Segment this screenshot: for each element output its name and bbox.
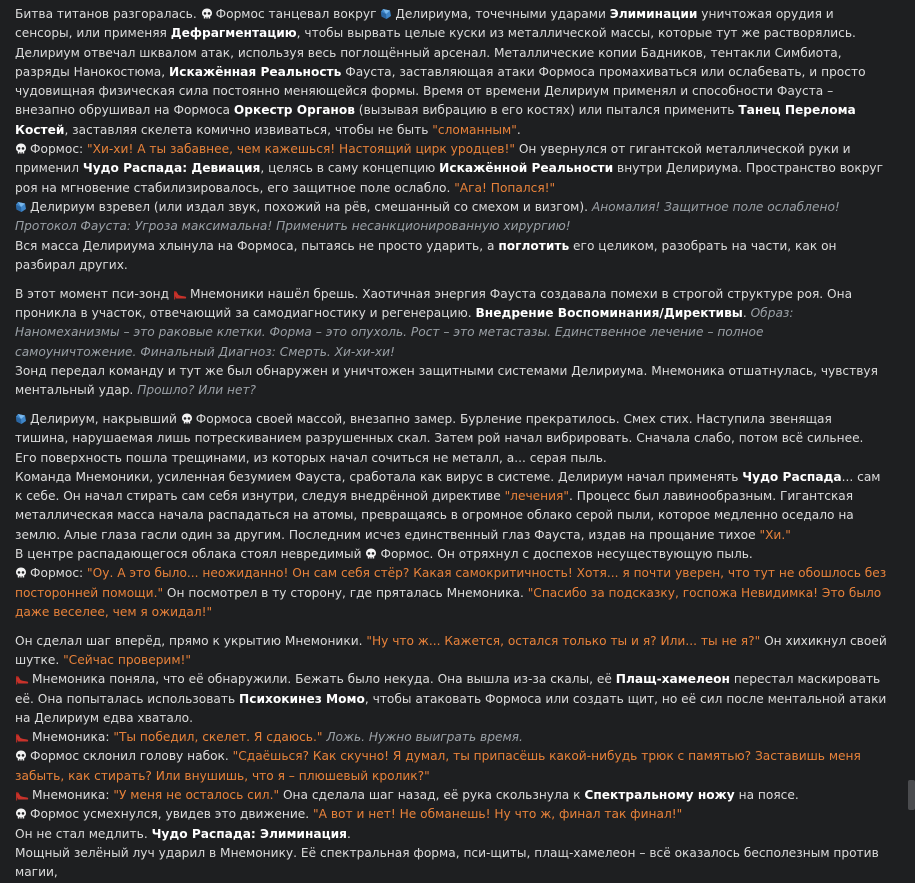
paragraph-gap (15, 622, 887, 632)
message-paragraph (15, 844, 887, 883)
blue-crystal-icon (15, 412, 30, 426)
italic-thought: Аномалия! Защитное поле ослаблено! Протокол Фауста: Угроза максимальна! Применить несанкционированную хирургию! (15, 199, 840, 234)
narration-text: В центре распадающегося облака стоял невредимый (15, 547, 366, 562)
bold-term: поглотить (498, 238, 570, 253)
quoted-speech: "Ты победил, скелет. Я сдаюсь." (113, 730, 323, 745)
high-heel-icon (15, 788, 32, 802)
narration-text: Он увернулся от гигантской металлической руки и применил (15, 142, 851, 176)
narration-text: Делириум, накрывший (30, 411, 181, 426)
message-paragraph (15, 728, 887, 747)
narration-text: ... сам к себе. Он начал стирать сам себя изнутри, следуя внедрённой директиве (15, 469, 881, 504)
bold-term: Психокинез Момо (239, 691, 365, 706)
message-paragraph (15, 468, 887, 545)
narration-text: на поясе. (734, 788, 799, 803)
message-paragraph (15, 410, 887, 468)
narration-text: Он посмотрел в ту сторону, где пряталась Мнемоника. (163, 585, 528, 600)
message-paragraph (15, 362, 887, 401)
skull-icon (15, 566, 30, 580)
narration-text: , чтобы атаковать Формоса или создать щит, но её сил после ментальной атаки на Делириум едва хватало. (15, 691, 887, 725)
narration-text: его целиком, разобрать на части, как он разбирал других. (15, 238, 837, 272)
narration-text: (вызывая вибрацию в его костях) или пытался применить (354, 103, 739, 118)
narration-text: Мощный зелёный луч ударил в Мнемонику. Её спектральная форма, пси-щиты, плащ-хамелеон – всё оказалось бесполезным против магии, (15, 845, 879, 880)
narration-text: . Процесс был лавинообразным. Гигантская металлическая масса начала распадаться на атомы, превращаясь в огромное облако серой пыли, которое медленно оседало на землю. Алые глаза гасли один за другим. Последним исчез единственный глаз Фауста, издав на прощание тихое (15, 489, 854, 542)
message-paragraph (15, 198, 887, 237)
narration-text: Формос танцевал вокруг (215, 7, 381, 21)
narration-text: Формос. Он отряхнул с доспехов несуществующую пыль. (380, 547, 753, 562)
narration-text: Делириума, точечными ударами (395, 7, 610, 21)
message-paragraph (15, 140, 887, 198)
bold-term: Танец Перелома Костей (15, 103, 856, 137)
narration-text: Мнемоника поняла, что её обнаружили. Бежать было некуда. Она вышла из-за скалы, её (32, 672, 616, 687)
narration-text: Он хихикнул своей шутке. (15, 633, 887, 667)
narration-text: Команда Мнемоники, усиленная безумием Фауста, сработала как вирус в системе. Делириум начал применять (15, 469, 743, 484)
message-paragraph (15, 747, 887, 786)
skull-icon (15, 142, 30, 156)
skull-icon (365, 547, 380, 561)
narration-text: Он сделал шаг вперёд, прямо к укрытию Мнемоники. (15, 633, 367, 648)
quoted-speech: "Хи-хи! А ты забавнее, чем кажешься! Настоящий цирк уродцев!" (87, 142, 515, 157)
chat-log (15, 5, 887, 883)
bold-term: Искажённой Реальности (439, 161, 614, 176)
high-heel-icon (173, 287, 190, 301)
paragraph-gap (15, 275, 887, 285)
bold-term: Оркестр Органов (233, 103, 355, 118)
bold-term: Элиминации (609, 7, 698, 21)
message-paragraph (15, 545, 887, 564)
narration-text: Он не стал медлить. (15, 826, 152, 841)
narration-text: Делириум взревел (или издал звук, похожий на рёв, смешанный со смехом и визгом). (30, 199, 592, 214)
skull-icon (15, 749, 30, 763)
narration-text: . (347, 826, 351, 841)
quoted-speech: "Спасибо за подсказку, госпожа Невидимка! Это было даже веселее, чем я ожидал!" (15, 585, 882, 619)
narration-text: внутри Делириума. Пространство вокруг роя на мгновение стабилизировалось, его защитное поле ослабло. (15, 161, 884, 195)
italic-thought: Прошло? Или нет? (137, 383, 257, 398)
quoted-speech: "Хи." (759, 527, 791, 542)
quoted-speech: "Оу. А это было... неожиданно! Он сам себя стёр? Какая самокритичность! Хотя... я почти уверен, что тут не обошлось без посторонней помощи." (15, 566, 887, 600)
narration-text: Формос: (30, 142, 88, 157)
message-paragraph (15, 670, 887, 728)
narration-text: Битва титанов разгоралась. (15, 7, 201, 21)
skull-icon (181, 412, 196, 426)
skull-icon (201, 7, 216, 21)
narration-text: , заставляя скелета комично извиваться, чтобы не быть (64, 122, 433, 137)
narration-text: Формос: (30, 566, 88, 581)
bold-term: Искажённая Реальность (169, 64, 342, 79)
message-paragraph (15, 5, 887, 140)
narration-text: Она сделала шаг назад, её рука скользнула к (279, 788, 585, 803)
bold-term: Плащ-хамелеон (615, 672, 730, 687)
narration-text: Мнемоника: (32, 788, 114, 803)
quoted-speech: "сломанным" (432, 122, 517, 137)
bold-term: Чудо Распада: Элиминация (151, 826, 347, 841)
message-paragraph (15, 285, 887, 362)
high-heel-icon (15, 672, 32, 686)
narration-text: , чтобы вырвать целые куски из металлической массы, которые тут же растворялись. Делириум отвечал шквалом атак, используя весь поглощённый арсенал. Металлические копии Бадников, тентакли Симбиота, разряды Нанокостюма, (15, 26, 856, 79)
narration-text: Вся масса Делириума хлынула на Формоса, пытаясь не просто ударить, а (15, 238, 499, 253)
bold-term: Внедрение Воспоминания/Директивы (475, 305, 743, 320)
message-paragraph (15, 564, 887, 622)
quoted-speech: "лечения" (504, 489, 569, 504)
blue-crystal-icon (380, 7, 395, 21)
quoted-speech: "Сдаёшься? Как скучно! Я думал, ты припасёшь какой-нибудь трюк с памятью? Заставишь меня забыть, как стирать? Или внушишь, что я – плюшевый кролик?" (15, 749, 861, 783)
bold-term: Чудо Распада (742, 469, 842, 484)
message-paragraph (15, 805, 887, 824)
narration-text: Формос усмехнулся, увидев это движение. (30, 807, 314, 822)
quoted-speech: "А вот и нет! Не обманешь! Ну что ж, финал так финал!" (313, 807, 683, 822)
quoted-speech: "Ага! Попался!" (454, 180, 556, 195)
narration-text: Фауста, заставляющая атаки Формоса промахиваться или ослабевать, и просто чудовищная физическая сила постоянно меняющейся формы. Время от времени Делириум применял и способности Фауста – внезапно обрушивал на Формоса (15, 64, 866, 118)
high-heel-icon (15, 730, 32, 744)
blue-crystal-icon (15, 200, 30, 214)
narration-text: уничтожая орудия и сенсоры, или применяя (15, 7, 834, 41)
paragraph-gap (15, 400, 887, 410)
quoted-speech: "Сейчас проверим!" (63, 653, 192, 667)
message-paragraph (15, 786, 887, 805)
narration-text: перестал маскировать её. Она попыталась использовать (15, 672, 881, 706)
bold-term: Чудо Распада: Девиация (82, 161, 261, 176)
italic-thought: Ложь. Нужно выиграть время. (326, 730, 523, 745)
message-paragraph (15, 632, 887, 671)
narration-text: . (742, 305, 751, 320)
narration-text: Формос склонил голову набок. (30, 749, 233, 764)
message-paragraph (15, 825, 887, 844)
quoted-speech: "У меня не осталось сил." (113, 788, 280, 803)
narration-text: Мнемоники нашёл брешь. Хаотичная энергия Фауста создавала помехи в строгой структуре роя. Она проникла в участок, отвечающий за самодиагностику и регенерацию. (15, 286, 853, 320)
message-paragraph (15, 237, 887, 276)
narration-text: Зонд передал команду и тут же был обнаружен и уничтожен защитными системами Делириума. Мнемоника отшатнулась, чувствуя ментальный удар. (15, 363, 878, 398)
narration-text: . (516, 122, 521, 137)
bold-term: Дефрагментацию (170, 26, 297, 41)
italic-thought: Образ: Наномеханизмы – это раковые клетки. Форма – это опухоль. Рост – это метастазы. Единственное лечение – полное самоуничтожение. Финальный Диагноз: Смерть. Хи-хи-хи! (15, 305, 794, 359)
skull-icon (15, 807, 30, 821)
bold-term: Спектральному ножу (584, 788, 735, 803)
narration-text: В этот момент пси-зонд (15, 286, 173, 301)
scrollbar-thumb[interactable] (908, 780, 915, 810)
narration-text: Формоса своей массой, внезапно замер. Бурление прекратилось. Смех стих. Наступила звенящая тишина, нарушаемая лишь потрескиванием разрушенных скал. Затем рой начал вибрировать. Сначала слабо, потом всё сильнее. Его поверхность пошла трещинами, из которых начал сочиться не металл, а... серая пыль. (15, 411, 864, 465)
narration-text: , целясь в саму концепцию (260, 161, 440, 176)
narration-text: Мнемоника: (32, 730, 114, 745)
quoted-speech: "Ну что ж... Кажется, остался только ты и я? Или... ты не я?" (366, 633, 761, 648)
